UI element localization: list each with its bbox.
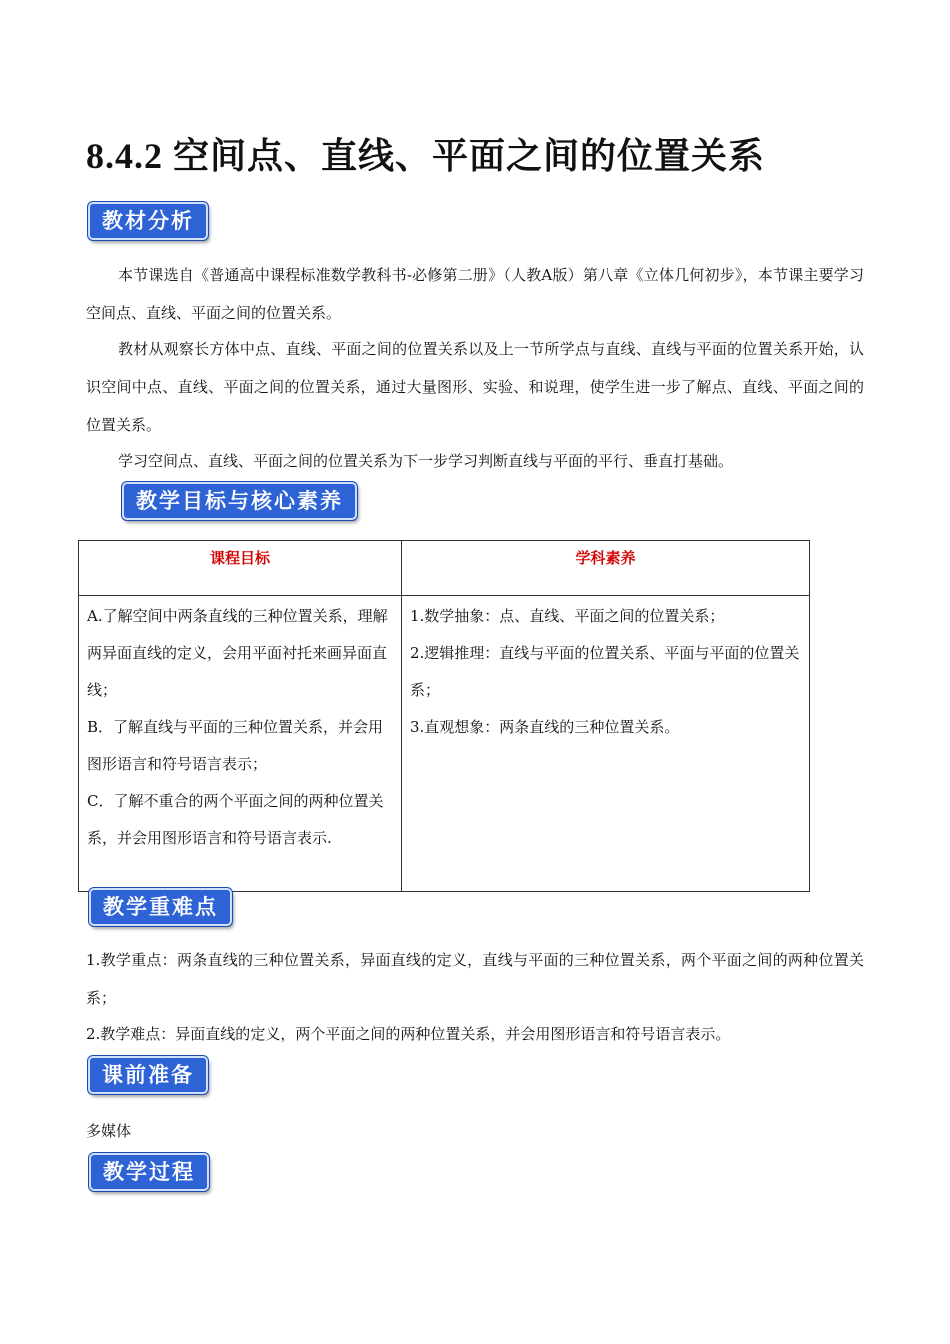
table-header-row [79,541,810,596]
header-subject-literacy: 学科素养 [402,541,810,596]
course-goals-cell [79,596,402,892]
goal-item: C．了解不重合的两个平面之间的两种位置关系，并会用图形语言和符号语言表示. [87,792,384,847]
preparation-text: 多媒体 [86,1122,132,1140]
analysis-paragraph: 学习空间点、直线、平面之间的位置关系为下一步学习判断直线与平面的平行、垂直打基础。 [118,452,734,470]
keypoint-item: 2.教学难点：异面直线的定义，两个平面之间的两种位置关系，并会用图形语言和符号语言表示。 [86,1025,731,1043]
section-badge-objectives: 教学目标与核心素养 [122,482,357,520]
table-row [79,596,810,892]
section-badge-process: 教学过程 [89,1153,209,1191]
goal-item: B．了解直线与平面的三种位置关系，并会用图形语言和符号语言表示； [87,718,384,773]
keypoint-item: 1.教学重点：两条直线的三种位置关系，异面直线的定义，直线与平面的三种位置关系，两个平面之间的两种位置关系； [86,951,864,1007]
section-badge-preparation: 课前准备 [88,1056,208,1094]
analysis-paragraph: 教材从观察长方体中点、直线、平面之间的位置关系以及上一节所学点与直线、直线与平面的位置关系开始，认识空间中点、直线、平面之间的位置关系，通过大量图形、实验、和说理，使学生进一步了解点、直线、平面之间的位置关系。 [86,340,864,434]
literacy-item: 2.逻辑推理：直线与平面的位置关系、平面与平面的位置关系； [410,644,800,699]
objectives-table [78,540,810,892]
analysis-paragraph: 本节课选自《普通高中课程标准数学教科书-必修第二册》（人教A版）第八章《立体几何初步》，本节课主要学习空间点、直线、平面之间的位置关系。 [86,266,864,322]
section-badge-analysis: 教材分析 [88,202,208,240]
literacy-item: 3.直观想象：两条直线的三种位置关系。 [410,718,680,736]
literacy-item: 1.数学抽象：点、直线、平面之间的位置关系； [410,607,725,625]
section-badge-keypoints: 教学重难点 [89,888,232,926]
page-title: 8.4.2 空间点、直线、平面之间的位置关系 [86,136,766,176]
literacy-cell [402,596,810,892]
goal-item: A.了解空间中两条直线的三种位置关系，理解两异面直线的定义，会用平面衬托来画异面直线； [87,607,388,699]
header-course-goals: 课程目标 [79,541,402,596]
